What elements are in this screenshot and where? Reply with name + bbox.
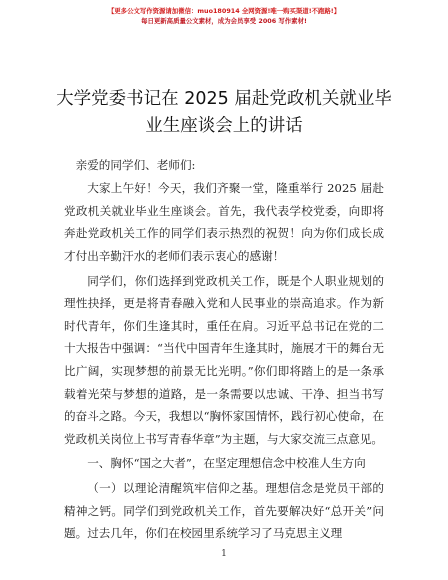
document-body <box>64 154 384 547</box>
promo-banner <box>0 6 448 26</box>
document-title: 大学党委书记在 2025 届赴党政机关就业毕业生座谈会上的讲话 <box>56 89 392 136</box>
section-heading-1: 一、胸怀“国之大者”，在坚定理想信念中校准人生方向 <box>87 456 366 471</box>
promo-line-1: 【更多公文写作资源请加微信：muo180914 全网资源!唯一购买渠道!不跑路!】 <box>107 7 341 15</box>
page-number: 1 <box>221 549 227 559</box>
paragraph-subsection-1: （一）以理论清醒筑牢信仰之基。理想信念是党员干部的精神之钙。同学们到党政机关工作，首先要解决好“总开关”问题。过去几年，你们在校园里系统学习了马克思主义理 <box>64 480 384 541</box>
promo-line-2: 每日更新高质量公文素材，成为会员享受 2006 写作素材! <box>141 17 307 25</box>
paragraph-context: 同学们，你们选择到党政机关工作，既是个人职业规划的理性抉择，更是将青春融入党和人民事业的崇高追求。作为新时代青年，你们生逢其时，重任在肩。习近平总书记在党的二十大报告中强调：“当代中国青年生逢其时，施展才干的舞台无比广阔，实现梦想的前景无比光明。”你们即将踏上的是一条承载着光荣与梦想的道路，是一条需要以忠诚、干净、担当书写的奋斗之路。今天，我想以“胸怀家国情怀，践行初心使命，在党政机关岗位上书写青春华章”为主题，与大家交流三点意见。 <box>64 273 384 446</box>
paragraph-opening: 大家上午好！今天，我们齐聚一堂，隆重举行 2025 届赴党政机关就业毕业生座谈会。首先，我代表学校党委，向即将奔赴党政机关工作的同学们表示热烈的祝贺！向为你们成长成才付出辛勤汗水的老师们表示衷心的感谢！ <box>64 181 384 263</box>
salutation: 亲爱的同学们、老师们: <box>75 158 196 172</box>
